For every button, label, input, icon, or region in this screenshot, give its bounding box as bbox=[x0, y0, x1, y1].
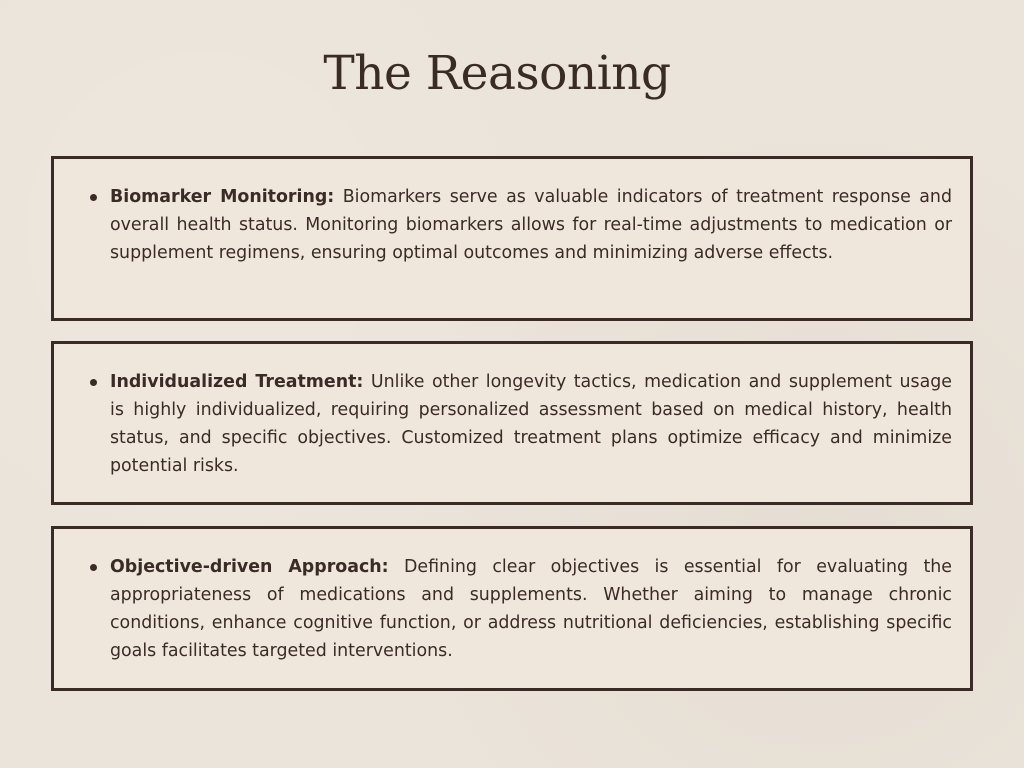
reason-text: Unlike other longevity tactics, medication and supplement usage is highly individualized, requiring personalized assessment based on medical history, health status, and specific objectives. Customized treatment plans optimize efficacy and minimize potential risks. bbox=[110, 372, 952, 476]
reason-card-biomarker-monitoring bbox=[51, 156, 973, 321]
reason-item bbox=[110, 553, 952, 665]
reason-heading: Biomarker Monitoring: bbox=[110, 187, 335, 207]
reason-text: Defining clear objectives is essential for evaluating the appropriateness of medications and supplements. Whether aiming to manage chronic conditions, enhance cognitive function, or address nutritional deficiencies, establishing specific goals facilitates targeted interventions. bbox=[110, 557, 953, 661]
reason-heading: Objective-driven Approach: bbox=[110, 557, 389, 577]
reason-item bbox=[110, 368, 952, 480]
reason-text: Biomarkers serve as valuable indicators of treatment response and overall health status. Monitoring biomarkers allows for real-time adjustments to medication or supplement regimens, ensuring optimal outcomes and minimizing adverse effects. bbox=[110, 187, 952, 263]
reason-card-objective-driven-approach bbox=[51, 526, 973, 691]
reason-heading: Individualized Treatment: bbox=[110, 372, 364, 392]
bullet-icon bbox=[90, 564, 97, 571]
bullet-icon bbox=[90, 379, 97, 386]
page-title: The Reasoning bbox=[323, 46, 671, 101]
reason-card-individualized-treatment bbox=[51, 341, 973, 505]
bullet-icon bbox=[90, 194, 97, 201]
reason-item bbox=[110, 183, 952, 267]
